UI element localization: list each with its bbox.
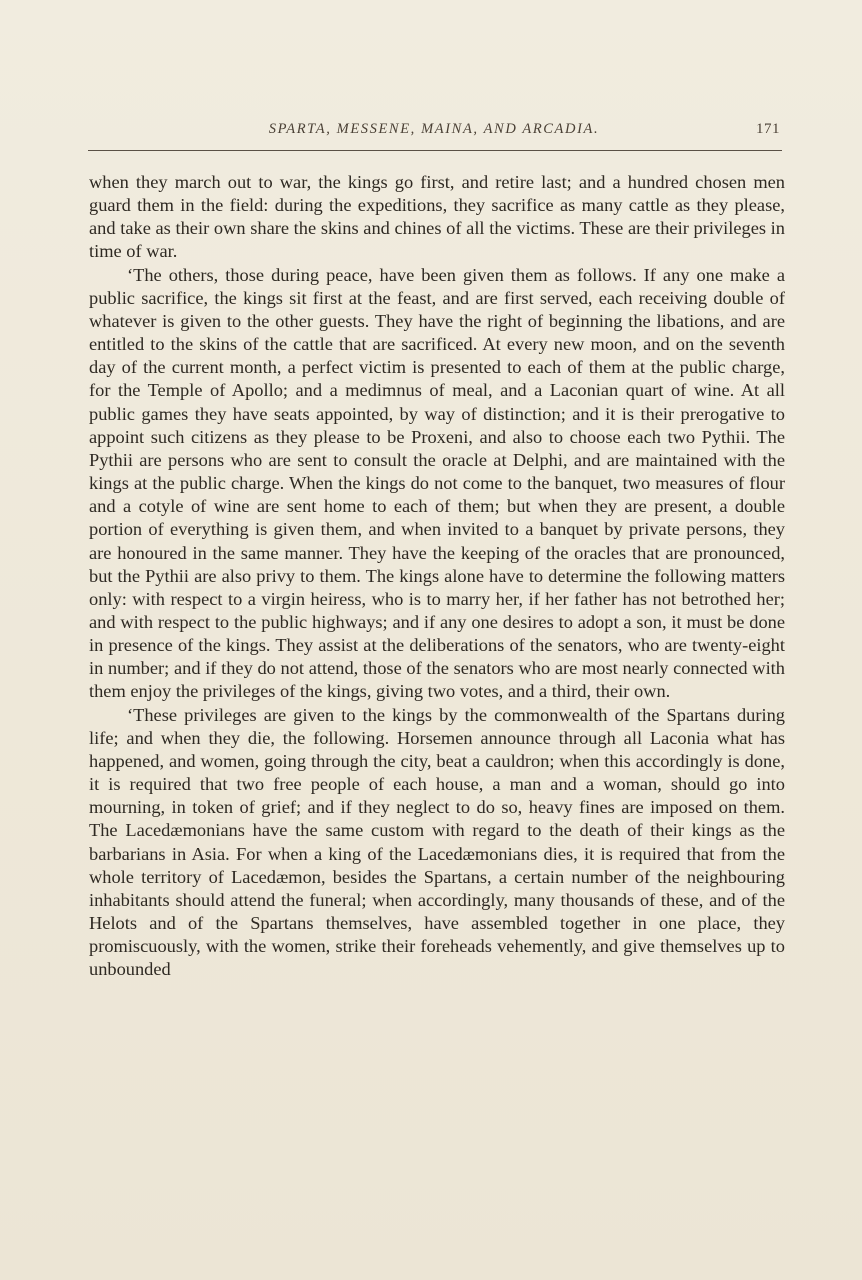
paragraph: ‘These privileges are given to the kings by the commonwealth of the Spartans during life; and when they die, the following. Horsemen announce through all Laconia what has happened, and women, going through the city, beat a cauldron; when this accordingly is done, it is required that two free people of each house, a man and a woman, should go into mourning, in token of grief; and if they neglect to do so, heavy fines are imposed on them. The Lacedæmonians have the same custom with regard to the death of their kings as the barbarians in Asia. For when a king of the Lacedæmonians dies, it is required that from the whole territory of Lacedæmon, besides the Spartans, a certain number of the neighbouring inhabitants should attend the funeral; when accordingly, many thousands of these, and of the Helots and of the Spartans themselves, have assembled together in one place, they promiscuously, with the women, strike their foreheads vehemently, and give themselves up to unbounded [89, 704, 785, 980]
page-number: 171 [756, 121, 780, 137]
paragraph: when they march out to war, the kings go first, and retire last; and a hundred chosen men guard them in the field: during the expeditions, they sacrifice as many cattle as they please, and take as their own share the skins and chines of all the victims. These are their privileges in time of war. [89, 172, 785, 262]
running-title: SPARTA, MESSENE, MAINA, AND ARCADIA. [268, 121, 600, 137]
paragraph: ‘The others, those during peace, have been given them as follows. If any one make a public sacrifice, the kings sit first at the feast, and are first served, each receiving double of whatever is given to the other guests. They have the right of beginning the libations, and are entitled to the skins of the cattle that are sacrificed. At every new moon, and on the seventh day of the current month, a perfect victim is presented to each of them at the public charge, for the Temple of Apollo; and a medimnus of meal, and a Laconian quart of wine. At all public games they have seats appointed, by way of distinction; and it is their prerogative to appoint such citizens as they please to be Proxeni, and also to choose each two Pythii. The Pythii are persons who are sent to consult the oracle at Delphi, and are maintained with the kings at the public charge. When the kings do not come to the banquet, two measures of flour and a cotyle of wine are sent home to each of them; but when they are present, a double portion of everything is given them, and when invited to a banquet by private persons, they are honoured in the same manner. They have the keeping of the oracles that are pronounced, but the Pythii are also privy to them. The kings alone have to determine the following matters only: with respect to a virgin heiress, who is to marry her, if her father has not betrothed her; and with respect to the public highways; and if any one desires to adopt a son, it must be done in presence of the kings. They assist at the deliberations of the senators, who are twenty-eight in number; and if they do not attend, those of the senators who are most nearly connected with them enjoy the privileges of the kings, giving two votes, and a third, their own. [89, 264, 785, 702]
header-rule [88, 150, 782, 151]
body-text [89, 171, 785, 981]
running-header [88, 121, 780, 143]
